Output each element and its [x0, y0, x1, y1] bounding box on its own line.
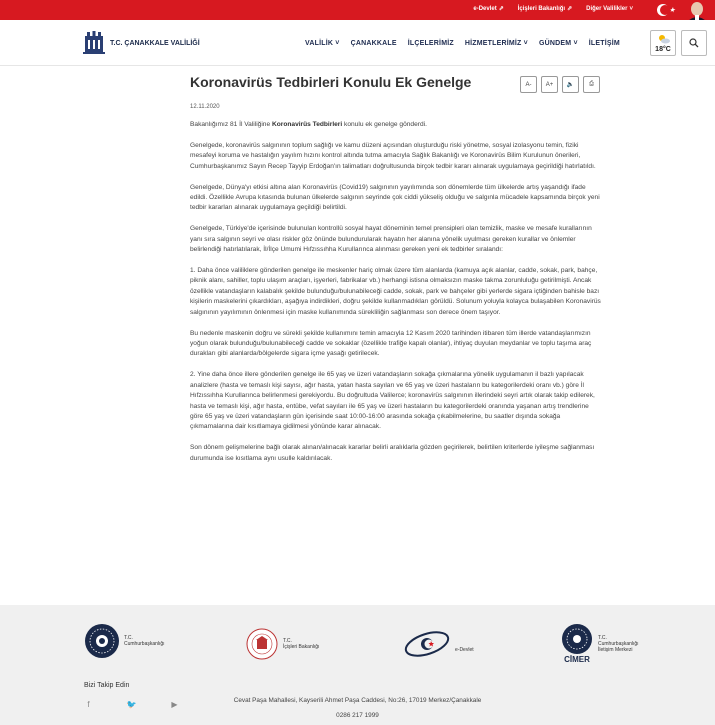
article-paragraph: 1. Daha önce valiliklere gönderilen genelge ile meskenler hariç olmak üzere tüm alanlarda (kamuya açık alanlar, cadde, sokak, park, bahçe, piknik alanı, sahiller, toplu ulaşım araçları, işyerleri, fabrikalar vb.) herhangi istisna olmaksızın maske takma zorunluluğu getirilmişti. Ancak özellikle vatandaşların kalabalık şekilde bulunduğu/bulunabileceği cadde, sokak, park ve bahçeler gibi yerlerde sigara içtiğinden bahisle bazı kişilerin maskelerini çıkardıkları, aşağıya indirdikleri, doğru şekilde kullanmadıkları görüldü. Solunum yoluyla kolayca bulaşabilen Koronavirüs salgınının yayılımının önlenmesi için maske kullanımında sürekliliğin sağlanması son derece önem taşıyor. [190, 267, 601, 316]
nav-label: VALİLİK [305, 40, 334, 47]
logo-text: T.C. ÇANAKKALE VALİLİĞİ [110, 39, 200, 47]
article-paragraph: Son dönem gelişmelerine bağlı olarak alınan/alınacak kararlar belirli aralıklarla gözden geçirilerek, belirtilen kriterlerde iyileşme sağlanması durumunda ise kısıtlama aynı usulle kaldırılacak. [190, 444, 595, 462]
footer-logo-presidency[interactable] [84, 623, 165, 659]
top-link-icisleri[interactable] [518, 5, 572, 12]
chevron-down-icon: ˅ [629, 5, 633, 12]
article-paragraph: Genelgede, Dünya'yı etkisi altına alan Koronavirüs (Covid19) salgınının yayılımında son dönemlerde tüm ülkelerde artış yaşandığı ifade edildi. Özellikle Avrupa kıtasında bulunan ülkelerde salgının seyrinde çok ciddi yükseliş olduğu ve salgınla mücadele kapsamında birçok yeni tedbir kararları alınarak uygulamaya geçildiği belirtildi. [190, 183, 600, 212]
search-icon [689, 38, 699, 48]
article-date: 12.11.2020 [190, 104, 220, 110]
cimer-brand-text: CİMER [564, 655, 590, 664]
flag-portrait-icon [653, 0, 715, 22]
weather-temp: 18°C [655, 46, 671, 53]
nav-item-iletisim[interactable]: İLETİŞİM [588, 40, 620, 47]
top-link-label: Diğer Valilikler [586, 5, 628, 12]
footer-logo-cimer[interactable] [560, 623, 639, 664]
youtube-icon[interactable]: ▶ [171, 700, 178, 709]
facebook-icon[interactable]: f [87, 700, 90, 709]
presidency-seal-icon [84, 623, 120, 659]
caption-line: İletişim Merkezi [598, 646, 633, 653]
chevron-down-icon: ˅ [523, 40, 528, 47]
caption-line: İçişleri Bakanlığı [283, 644, 320, 650]
nav-item-canakkale[interactable]: ÇANAKKALE [350, 40, 397, 47]
external-link-icon: ⇗ [567, 6, 573, 12]
bold-text: Koronavirüs Tedbirleri [271, 121, 343, 128]
nav-item-hizmetlerimiz[interactable] [465, 40, 528, 47]
footer-logo-caption [598, 635, 639, 653]
site-logo[interactable] [83, 30, 200, 56]
top-link-label: e-Devlet [473, 5, 497, 12]
footer-logo-edevlet[interactable] [403, 629, 474, 659]
footer-logo-caption: e-Devlet [455, 647, 474, 653]
footer [0, 605, 715, 725]
font-decrease-button[interactable]: A- [520, 76, 537, 93]
article-title: Koronavirüs Tedbirleri Konulu Ek Genelge [190, 74, 472, 90]
top-link-edevlet[interactable] [473, 5, 503, 12]
main-header [0, 20, 715, 66]
nav-item-ilcelerimiz[interactable]: İLÇELERİMİZ [407, 40, 454, 47]
search-button[interactable] [681, 30, 707, 56]
text-span: Bakanlığımız 81 İl Valiliğine [190, 121, 272, 128]
nav-item-gundem[interactable] [539, 40, 578, 47]
article-paragraph: Genelgede, Türkiye'de içerisinde bulunulan kontrollü sosyal hayat döneminin temel prensipleri olan temizlik, maske ve mesafe kurallarının yanı sıra salgının seyri ve olası riskler göz önünde bulundurularak hayatın her alanına yönelik uyulması gereken kurallar ve önlemler belirlendiği hatırlatılarak, İl/İlçe Umumi Hıfzıssıhha Kurullarınca alınması gereken yeni ek tedbirler sıralandı: [190, 225, 592, 254]
caption-line: T.C. [283, 638, 292, 644]
top-links [473, 5, 633, 12]
top-link-label: İçişleri Bakanlığı [517, 5, 566, 12]
flag-portrait-banner [653, 0, 715, 22]
nav-label: HİZMETLERİMİZ [464, 40, 522, 47]
nav-item-valilik[interactable] [305, 40, 340, 47]
chevron-down-icon: ˅ [335, 40, 340, 47]
top-link-diger-valilikler[interactable] [586, 5, 633, 12]
footer-address: Cevat Paşa Mahallesi, Kayserili Ahmet Paşa Caddesi, No:26, 17019 Merkez/Çanakkale [233, 697, 482, 704]
follow-us-label: Bizi Takip Edin [84, 682, 130, 689]
cimer-brand [560, 623, 594, 664]
weather-widget[interactable] [650, 30, 676, 56]
caption-line: Cumhurbaşkanlığı [124, 641, 165, 647]
top-bar [0, 0, 715, 20]
footer-phone: 0286 217 1999 [336, 712, 379, 719]
partly-cloudy-icon [657, 34, 671, 44]
article-paragraph: Genelgede, koronavirüs salgınının toplum sağlığı ve kamu düzeni açısından oluşturduğu riski yönetme, sosyal izolasyonu temin, fiziki mesafeyi koruma ve hastalığın yayılım hızını kontrol altında tutma amacıyla Sağlık Bakanlığı ve Koronavirüs Bilim Kurulunun önerileri, Cumhurbaşkanımız Sayın Recep Tayyip Erdoğan'ın talimatları doğrultusunda birçok tedbir kararı alınarak uygulamaya geçirildiği hatırlatıldı. [190, 141, 596, 170]
caption-line: Cumhurbaşkanlığı [598, 640, 639, 647]
font-increase-button[interactable]: A+ [541, 76, 558, 93]
article-paragraph [190, 120, 602, 130]
read-aloud-button[interactable]: 🔈 [562, 76, 579, 93]
nav-label: GÜNDEM [538, 40, 572, 47]
article-paragraph: 2. Yine daha önce illere gönderilen genelge ile 65 yaş ve üzeri vatandaşların sokağa çıkmalarına yönelik uygulamanın il bazlı yapılacak analizlere (hasta ve temaslı kişi sayısı, ağır hasta, yatan hasta sayıları ve 65 yaş ve üzeri hastaların bu kategorilerdeki oranı vb.) göre İl Hıfzıssıhha Kurullarınca belirlenmesi gerekiyordu. Bu doğrultuda Valilerce; koronavirüs salgınının illerindeki seyri artık olarak takip edilerek, hasta ve temaslı kişi, ağır hasta, entübe, vefat sayıları ile 65 yaş ve üzeri hastaların bu kategorilerdeki oranında yaşanan artış trendlerine göre 65 yaş ve üzeri vatandaşların gün içerisinde saat 10:00-16:00 arasında sokağa çıkabilmelerine, bu saatler dışında sokağa çıkmamalarına dair kısıtlamaya gidilmesi yönünde karar alınacak. [190, 371, 595, 431]
footer-logo-caption [283, 638, 319, 650]
cimer-logo-icon [560, 623, 594, 655]
edevlet-logo-icon [403, 629, 451, 659]
footer-logo-caption [124, 635, 165, 647]
interior-ministry-seal-icon [245, 627, 279, 661]
twitter-icon[interactable]: 🐦 [126, 700, 137, 709]
article-paragraph: Bu nedenle maskenin doğru ve sürekli şekilde kullanımını temin amacıyla 12 Kasım 2020 tarihinden itibaren tüm illerde vatandaşlarımızın yoğun olarak bulunduğu/bulunabileceği cadde ve sokaklar (özellikle trafiğe kapalı olanlar), ihtiyaç duyulan meydanlar ve toplu taşıma araç durakları gibi alanlarda/bölgelerde sigara içme yasağı getirilecek. [190, 329, 592, 358]
text-span: konulu ek genelge gönderdi. [342, 121, 427, 128]
footer-logo-interior[interactable] [245, 627, 319, 661]
article-tools [520, 76, 600, 93]
main-nav [305, 40, 620, 47]
caption-line: T.C. [598, 634, 607, 641]
governorship-emblem-icon [83, 30, 105, 56]
caption-line: T.C. [124, 635, 133, 641]
chevron-down-icon: ˅ [573, 40, 578, 47]
print-button[interactable]: ⎙ [583, 76, 600, 93]
article-body [190, 120, 602, 475]
external-link-icon: ⇗ [498, 6, 504, 12]
